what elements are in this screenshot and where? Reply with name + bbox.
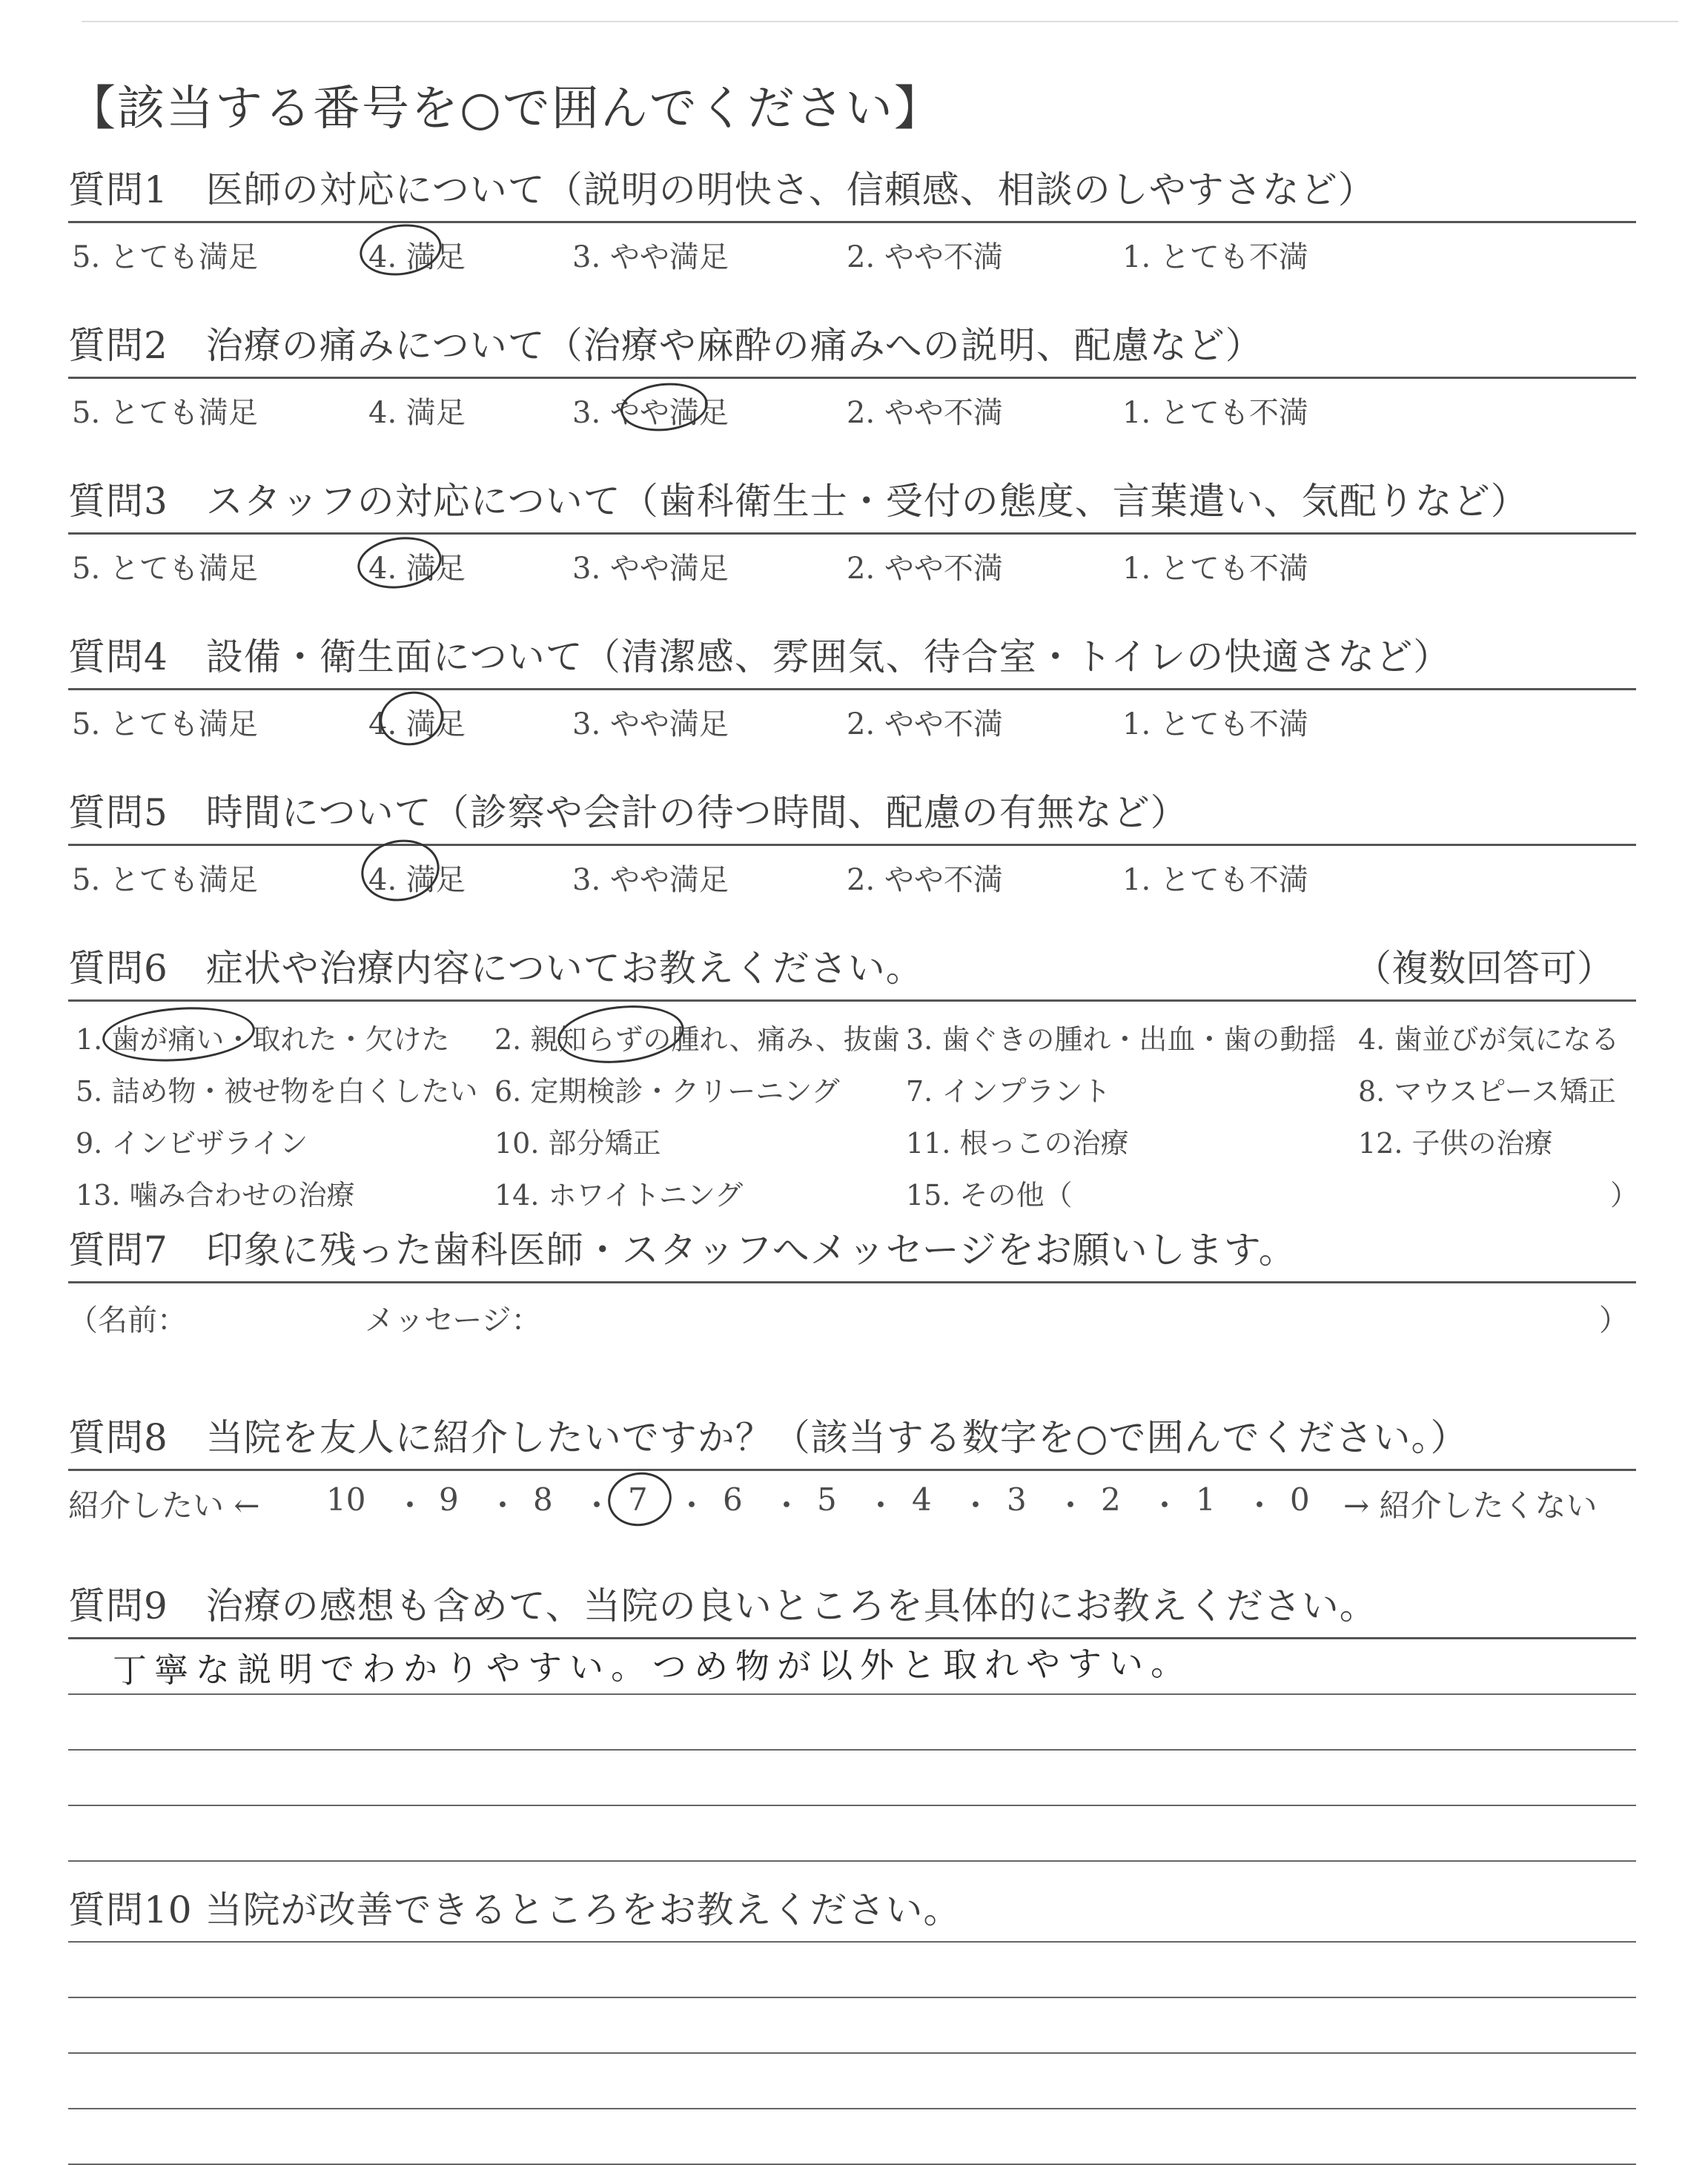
q6-option-1[interactable]: 1. 歯が痛い・取れた・欠けた bbox=[76, 1023, 450, 1056]
page-title: 【該当する番号を○で囲んでください】 bbox=[68, 82, 943, 136]
q7-message-label: メッセージ： bbox=[365, 1303, 541, 1338]
q8-scale-4[interactable]: 4 bbox=[912, 1481, 932, 1518]
question-9 bbox=[68, 1573, 1636, 1862]
q3-option-1[interactable]: 1. とても不満 bbox=[1122, 552, 1308, 586]
q9-handwritten-answer: 丁寧な説明でわかりやすい。つめ物が以外と取れやすい。 bbox=[112, 1642, 1193, 1691]
q4-option-4[interactable]: 4. 満足 bbox=[368, 707, 466, 741]
question-8-header bbox=[68, 1405, 1636, 1471]
q6-option-8[interactable]: 8. マウスピース矯正 bbox=[1358, 1075, 1616, 1108]
question-5-header bbox=[68, 780, 1636, 846]
question-7-title: 質問7 印象に残った歯科医師・スタッフへメッセージをお願いします。 bbox=[68, 1229, 1297, 1272]
q2-option-2[interactable]: 2. やや不満 bbox=[847, 396, 1003, 430]
q10-answer-line-1[interactable] bbox=[68, 1943, 1636, 1998]
q4-option-1[interactable]: 1. とても不満 bbox=[1122, 707, 1308, 741]
q8-scale-dot: ・ bbox=[487, 1487, 519, 1524]
q8-left-label: 紹介したい ← bbox=[68, 1487, 260, 1524]
q8-scale-3[interactable]: 3 bbox=[1007, 1481, 1027, 1518]
q8-scale-10[interactable]: 10 bbox=[326, 1481, 366, 1518]
q7-close-paren: ） bbox=[1599, 1303, 1629, 1338]
q9-answer-line-4[interactable] bbox=[68, 1806, 1636, 1862]
q10-answer-line-3[interactable] bbox=[68, 2054, 1636, 2109]
q4-option-5[interactable]: 5. とても満足 bbox=[72, 707, 258, 741]
q5-option-3[interactable]: 3. やや満足 bbox=[572, 863, 729, 897]
q3-option-5[interactable]: 5. とても満足 bbox=[72, 552, 258, 586]
q8-scale-7[interactable]: 7 bbox=[628, 1481, 648, 1518]
q6-option-2[interactable]: 2. 親知らずの腫れ、痛み、抜歯 bbox=[494, 1023, 900, 1056]
q1-option-3[interactable]: 3. やや満足 bbox=[572, 240, 729, 274]
q3-option-2[interactable]: 2. やや不満 bbox=[847, 552, 1003, 586]
q9-answer-line-3[interactable] bbox=[68, 1751, 1636, 1806]
q8-scale-dot: ・ bbox=[1055, 1487, 1087, 1524]
question-3-title: 質問3 スタッフの対応について（歯科衛生士・受付の態度、言葉遣い、気配りなど） bbox=[68, 480, 1529, 523]
question-5-options bbox=[68, 846, 1636, 902]
q5-option-4[interactable]: 4. 満足 bbox=[368, 863, 466, 897]
question-2 bbox=[68, 313, 1636, 434]
q8-right-label: → 紹介したくない bbox=[1343, 1487, 1598, 1524]
q9-answer-line-2[interactable] bbox=[68, 1695, 1636, 1751]
q8-scale-dot: ・ bbox=[960, 1487, 992, 1524]
question-1-title: 質問1 医師の対応について（説明の明快さ、信頼感、相談のしやすさなど） bbox=[68, 168, 1376, 211]
q10-answer-line-2[interactable] bbox=[68, 1998, 1636, 2054]
question-3 bbox=[68, 469, 1636, 590]
q8-scale-dot: ・ bbox=[1244, 1487, 1276, 1524]
top-rule bbox=[82, 21, 1678, 22]
q8-scale-dot: ・ bbox=[581, 1487, 613, 1524]
question-7-fields bbox=[68, 1283, 1636, 1338]
q2-option-1[interactable]: 1. とても不満 bbox=[1122, 396, 1308, 430]
q6-option-13[interactable]: 13. 噛み合わせの治療 bbox=[76, 1179, 355, 1212]
q6-option-6[interactable]: 6. 定期検診・クリーニング bbox=[494, 1075, 840, 1108]
question-7 bbox=[68, 1217, 1636, 1338]
q6-option-14[interactable]: 14. ホワイトニング bbox=[494, 1179, 744, 1212]
q6-option-15[interactable]: 15. その他（ bbox=[906, 1179, 1073, 1212]
question-3-header bbox=[68, 469, 1636, 535]
q4-option-2[interactable]: 2. やや不満 bbox=[847, 707, 1003, 741]
question-10-header bbox=[68, 1877, 1636, 1943]
question-7-header bbox=[68, 1217, 1636, 1283]
q6-option-11[interactable]: 11. 根っこの治療 bbox=[906, 1127, 1129, 1160]
q4-option-3[interactable]: 3. やや満足 bbox=[572, 707, 729, 741]
q8-selection-circle bbox=[603, 1467, 675, 1531]
q8-scale-dot: ・ bbox=[394, 1487, 426, 1524]
q6-option-7[interactable]: 7. インプラント bbox=[906, 1075, 1111, 1108]
q1-option-4[interactable]: 4. 満足 bbox=[368, 240, 466, 274]
question-6 bbox=[68, 936, 1639, 1217]
q8-scale-0[interactable]: 0 bbox=[1290, 1481, 1310, 1518]
q8-scale-dot: ・ bbox=[1149, 1487, 1181, 1524]
q8-scale-2[interactable]: 2 bbox=[1101, 1481, 1121, 1518]
question-8 bbox=[68, 1405, 1636, 1527]
question-2-options bbox=[68, 379, 1636, 434]
q2-option-4[interactable]: 4. 満足 bbox=[368, 396, 466, 430]
question-5 bbox=[68, 780, 1636, 902]
question-4-header bbox=[68, 624, 1636, 690]
q8-scale-1[interactable]: 1 bbox=[1196, 1481, 1216, 1518]
question-8-scale bbox=[68, 1471, 1636, 1527]
question-5-title: 質問5 時間について（診察や会計の待つ時間、配慮の有無など） bbox=[68, 791, 1188, 834]
question-1-options bbox=[68, 223, 1636, 279]
q8-scale-5[interactable]: 5 bbox=[817, 1481, 837, 1518]
q7-name-label: （名前： bbox=[68, 1303, 187, 1338]
q10-answer-line-4[interactable] bbox=[68, 2109, 1636, 2165]
question-2-header bbox=[68, 313, 1636, 379]
question-1-header bbox=[68, 157, 1636, 223]
q5-option-2[interactable]: 2. やや不満 bbox=[847, 863, 1003, 897]
question-2-title: 質問2 治療の痛みについて（治療や麻酔の痛みへの説明、配慮など） bbox=[68, 324, 1263, 367]
question-4-options bbox=[68, 690, 1636, 746]
q6-option-3[interactable]: 3. 歯ぐきの腫れ・出血・歯の動揺 bbox=[906, 1023, 1337, 1056]
q8-scale-dot: ・ bbox=[865, 1487, 897, 1524]
q6-option-4[interactable]: 4. 歯並びが気になる bbox=[1358, 1023, 1620, 1056]
q6-option-5[interactable]: 5. 詰め物・被せ物を白くしたい bbox=[76, 1075, 478, 1108]
q8-scale-6[interactable]: 6 bbox=[723, 1481, 743, 1518]
q3-option-4[interactable]: 4. 満足 bbox=[368, 552, 466, 586]
q5-option-5[interactable]: 5. とても満足 bbox=[72, 863, 258, 897]
question-3-options bbox=[68, 535, 1636, 590]
q6-option-10[interactable]: 10. 部分矯正 bbox=[494, 1127, 661, 1160]
q8-scale-9[interactable]: 9 bbox=[439, 1481, 459, 1518]
question-8-title: 質問8 当院を友人に紹介したいですか？（該当する数字を○で囲んでください。） bbox=[68, 1416, 1469, 1459]
q1-option-5[interactable]: 5. とても満足 bbox=[72, 240, 258, 274]
q6-option-12[interactable]: 12. 子供の治療 bbox=[1358, 1127, 1553, 1160]
q8-scale-8[interactable]: 8 bbox=[533, 1481, 553, 1518]
q5-option-1[interactable]: 1. とても不満 bbox=[1122, 863, 1308, 897]
q6-option-9[interactable]: 9. インビザライン bbox=[76, 1127, 308, 1160]
question-6-header bbox=[68, 936, 1636, 1002]
q2-option-3[interactable]: 3. やや満足 bbox=[572, 396, 729, 430]
question-6-options bbox=[68, 1002, 1639, 1217]
question-4 bbox=[68, 624, 1636, 746]
question-10 bbox=[68, 1877, 1636, 2165]
q8-scale-dot: ・ bbox=[771, 1487, 803, 1524]
question-6-note: （複数回答可） bbox=[1354, 947, 1614, 990]
q1-option-1[interactable]: 1. とても不満 bbox=[1122, 240, 1308, 274]
q3-option-3[interactable]: 3. やや満足 bbox=[572, 552, 729, 586]
q2-option-5[interactable]: 5. とても満足 bbox=[72, 396, 258, 430]
q1-option-2[interactable]: 2. やや不満 bbox=[847, 240, 1003, 274]
question-6-title: 質問6 症状や治療内容についてお教えください。 bbox=[68, 947, 924, 990]
q8-scale-dot: ・ bbox=[676, 1487, 708, 1524]
question-9-title: 質問9 治療の感想も含めて、当院の良いところを具体的にお教えください。 bbox=[68, 1584, 1377, 1627]
question-9-header bbox=[68, 1573, 1636, 1639]
q6-selection-circle-2 bbox=[555, 999, 686, 1068]
q9-answer-line-1[interactable] bbox=[68, 1639, 1636, 1695]
question-10-title: 質問10 当院が改善できるところをお教えください。 bbox=[68, 1888, 961, 1931]
question-1 bbox=[68, 157, 1636, 279]
question-4-title: 質問4 設備・衛生面について（清潔感、雰囲気、待合室・トイレの快適さなど） bbox=[68, 635, 1452, 678]
q6-option-15-close: ） bbox=[1610, 1179, 1639, 1212]
